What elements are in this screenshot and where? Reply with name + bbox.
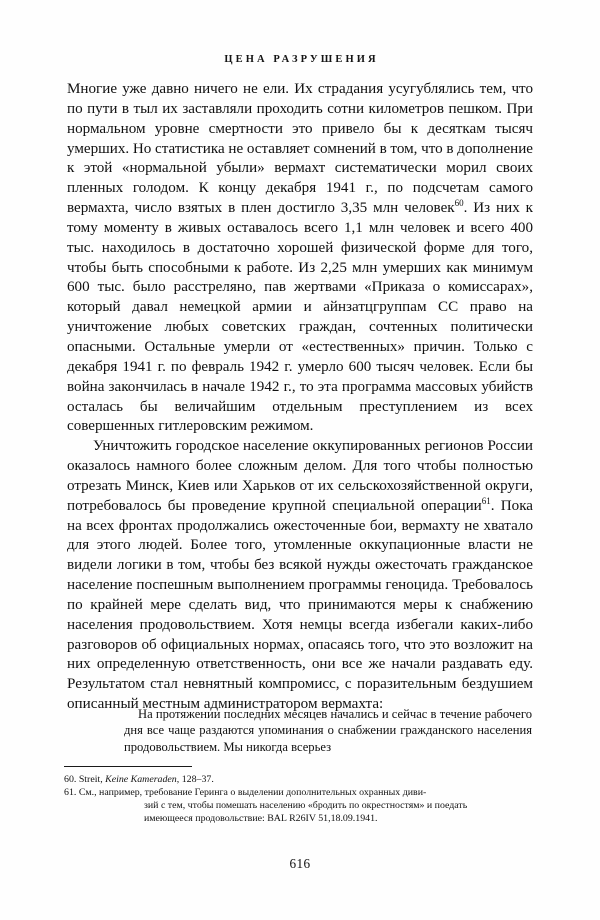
body-text-block — [67, 80, 533, 715]
footnotes-section — [64, 774, 534, 827]
footnote-separator-rule — [64, 766, 192, 767]
block-quote — [124, 706, 532, 755]
footnote-61-line-1: См., например, требование Геринга о выделении дополнительных охранных диви- — [76, 787, 427, 799]
footnote-61-number: 61. — [64, 787, 77, 799]
paragraph-1 — [67, 80, 533, 437]
footnote-61-line-2: зий с тем, чтобы помешать населению «бродить по окрестностям» и поедать — [144, 800, 468, 812]
footnote-61-line-3: имеющееся продовольствие: BAL R26IV 51,18.09.1941. — [144, 813, 378, 825]
paragraph-1-text: Многие уже давно ничего не ели. Их страдания усугублялись тем, что по пути в тыл их заставляли проходить сотни километров пешком. При нормальном уровне смертности это привело бы к десяткам тысяч умерших. Но статистика не оставляет сомнений в том, что в дополнение к этой «нормальной убыли» вермахт систематически морил своих пленных голодом. К концу декабря 1941 г., по подсчетам самого вермахта, число взятых в плен достигло 3,35 млн человек — [67, 81, 533, 217]
footnote-61-line-1-wrap — [64, 787, 534, 800]
footnote-60-title: Keine Kameraden — [105, 774, 177, 785]
footnote-60-text-after: , 128–37. — [176, 774, 214, 785]
footnote-60-number: 60. — [64, 774, 77, 785]
paragraph-1-continued: . Из них к тому моменту в живых оставалось всего 1,1 млн человек и всего 400 тыс. находилось в достаточно хорошей физической форме для того, чтобы быть способными к работе. Из 2,25 млн умерших как минимум 600 тыс. было расстреляно, пав жертвами «Приказа о комиссарах», который давал немецкой армии и айнзатцгруппам СС право на уничтожение любых советских граждан, сочтенных политически опасными. Остальные умерли от «естественных» причин. Только с декабря 1941 г. по февраль 1942 г. умерло 600 тысяч человек. Если бы война закончилась в начале 1942 г., то эта программа массовых убийств осталась бы величайшим отдельным преступлением из всех совершенных гитлеровским режимом. — [67, 200, 533, 435]
footnote-60 — [64, 774, 534, 787]
footnote-61 — [64, 787, 534, 826]
running-head: ЦЕНА РАЗРУШЕНИЯ — [224, 54, 379, 65]
paragraph-2-continued: . Пока на всех фронтах продолжались ожесточенные бои, вермахту не хватало для этого людей. Более того, утомленные оккупационные власти не видели логики в том, чтобы без всякой нужды ожесточать гражданское население поспешным выполнением программы геноцида. Требовалось по крайней мере сделать вид, что принимаются меры к снабжению населения продовольствием. Хотя немцы всегда избегали каких-либо разговоров об официальных нормах, опасаясь того, что это возложит на них определенную ответственность, они все же начали раздавать еду. Результатом стал невнятный компромисс, с поразительным бездушием описанный местным администратором вермахта: — [67, 497, 533, 713]
paragraph-2 — [67, 437, 533, 715]
paragraph-2-text: Уничтожить городское население оккупированных регионов России оказалось намного более сложным делом. Для того чтобы полностью отрезать Минск, Киев или Харьков от их сельскохозяйственной округи, потребовалось бы проведение крупной специальной операции — [67, 438, 533, 514]
page-number: 616 — [289, 856, 311, 871]
footnote-60-text-before: Streit, — [76, 774, 106, 785]
block-quote-text: На протяжении последних месяцев начались и сейчас в течение рабочего дня все чаще раздаются упоминания о снабжении гражданского населения продовольствием. Мы никогда всерьез — [124, 707, 532, 754]
footnote-ref-60[interactable]: 60 — [454, 198, 464, 209]
footnote-ref-61[interactable]: 61 — [481, 495, 491, 506]
